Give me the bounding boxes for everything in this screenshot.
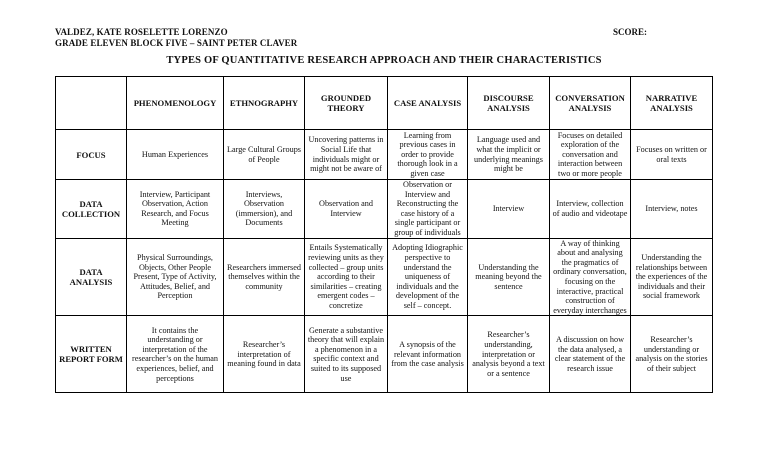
table-cell: Interview [468, 180, 550, 239]
table-cell: Focuses on written or oral texts [631, 130, 713, 180]
table-cell: Researcher’s interpretation of meaning found in data [224, 316, 305, 393]
table-cell: Interview, notes [631, 180, 713, 239]
row-header: FOCUS [56, 130, 127, 180]
table-cell: Focuses on detailed exploration of the conversation and interaction between two or more people [550, 130, 631, 180]
table-cell: A way of thinking about and analysing the pragmatics of ordinary conversation, focusing on the interactive, practical construction of everyday interchanges [550, 238, 631, 316]
table-row [56, 130, 713, 180]
table-cell: Observation and Interview [305, 180, 388, 239]
table-cell: Entails Systematically reviewing units as they collected – group units according to their similarities – creating emergent codes – concretize [305, 238, 388, 316]
column-header: CONVERSATION ANALYSIS [550, 77, 631, 130]
column-header: CASE ANALYSIS [388, 77, 468, 130]
grade-section: GRADE ELEVEN BLOCK FIVE – SAINT PETER CLAVER [55, 38, 298, 48]
corner-cell [56, 77, 127, 130]
document-title: TYPES OF QUANTITATIVE RESEARCH APPROACH AND THEIR CHARACTERISTICS [166, 55, 602, 66]
table-cell: Physical Surroundings, Objects, Other People Present, Type of Activity, Attitudes, Belief, and Perception [127, 238, 224, 316]
column-header: ETHNOGRAPHY [224, 77, 305, 130]
table-cell: Adopting Idiographic perspective to understand the uniqueness of individuals and the development of the self – concept. [388, 238, 468, 316]
row-header: WRITTEN REPORT FORM [56, 316, 127, 393]
column-header: DISCOURSE ANALYSIS [468, 77, 550, 130]
table-cell: Interview, Participant Observation, Action Research, and Focus Meeting [127, 180, 224, 239]
table-row [56, 238, 713, 316]
table-cell: Interviews, Observation (immersion), and Documents [224, 180, 305, 239]
column-header: PHENOMENOLOGY [127, 77, 224, 130]
score-label: SCORE: [613, 27, 648, 37]
table-cell: A discussion on how the data analysed, a clear statement of the research issue [550, 316, 631, 393]
table-cell: Large Cultural Groups of People [224, 130, 305, 180]
table-cell: Researcher’s understanding or analysis on the stories of their subject [631, 316, 713, 393]
table-cell: Researcher’s understanding, interpretation or analysis beyond a text or a sentence [468, 316, 550, 393]
row-header: DATA ANALYSIS [56, 238, 127, 316]
table-row [56, 316, 713, 393]
table-header-row [56, 77, 713, 130]
student-name: VALDEZ, KATE ROSELETTE LORENZO [55, 27, 228, 37]
table-row [56, 180, 713, 239]
table-cell: Human Experiences [127, 130, 224, 180]
column-header: GROUNDED THEORY [305, 77, 388, 130]
table-cell: It contains the understanding or interpretation of the researcher’s on the human experiences, belief, and perceptions [127, 316, 224, 393]
table-cell: Understanding the meaning beyond the sentence [468, 238, 550, 316]
row-header: DATA COLLECTION [56, 180, 127, 239]
table-cell: A synopsis of the relevant information from the case analysis [388, 316, 468, 393]
table-cell: Learning from previous cases in order to provide thorough look in a given case [388, 130, 468, 180]
column-header: NARRATIVE ANALYSIS [631, 77, 713, 130]
table-cell: Understanding the relationships between the experiences of the individuals and their social framework [631, 238, 713, 316]
table-cell: Language used and what the implicit or underlying meanings might be [468, 130, 550, 180]
table-cell: Generate a substantive theory that will explain a phenomenon in a specific context and suited to its supposed use [305, 316, 388, 393]
table-cell: Researchers immersed themselves within the community [224, 238, 305, 316]
table-cell: Uncovering patterns in Social Life that individuals might or might not be aware of [305, 130, 388, 180]
table-cell: Observation or Interview and Reconstructing the case history of a single participant or group of individuals [388, 180, 468, 239]
table-cell: Interview, collection of audio and videotape [550, 180, 631, 239]
research-approach-table [55, 76, 713, 393]
